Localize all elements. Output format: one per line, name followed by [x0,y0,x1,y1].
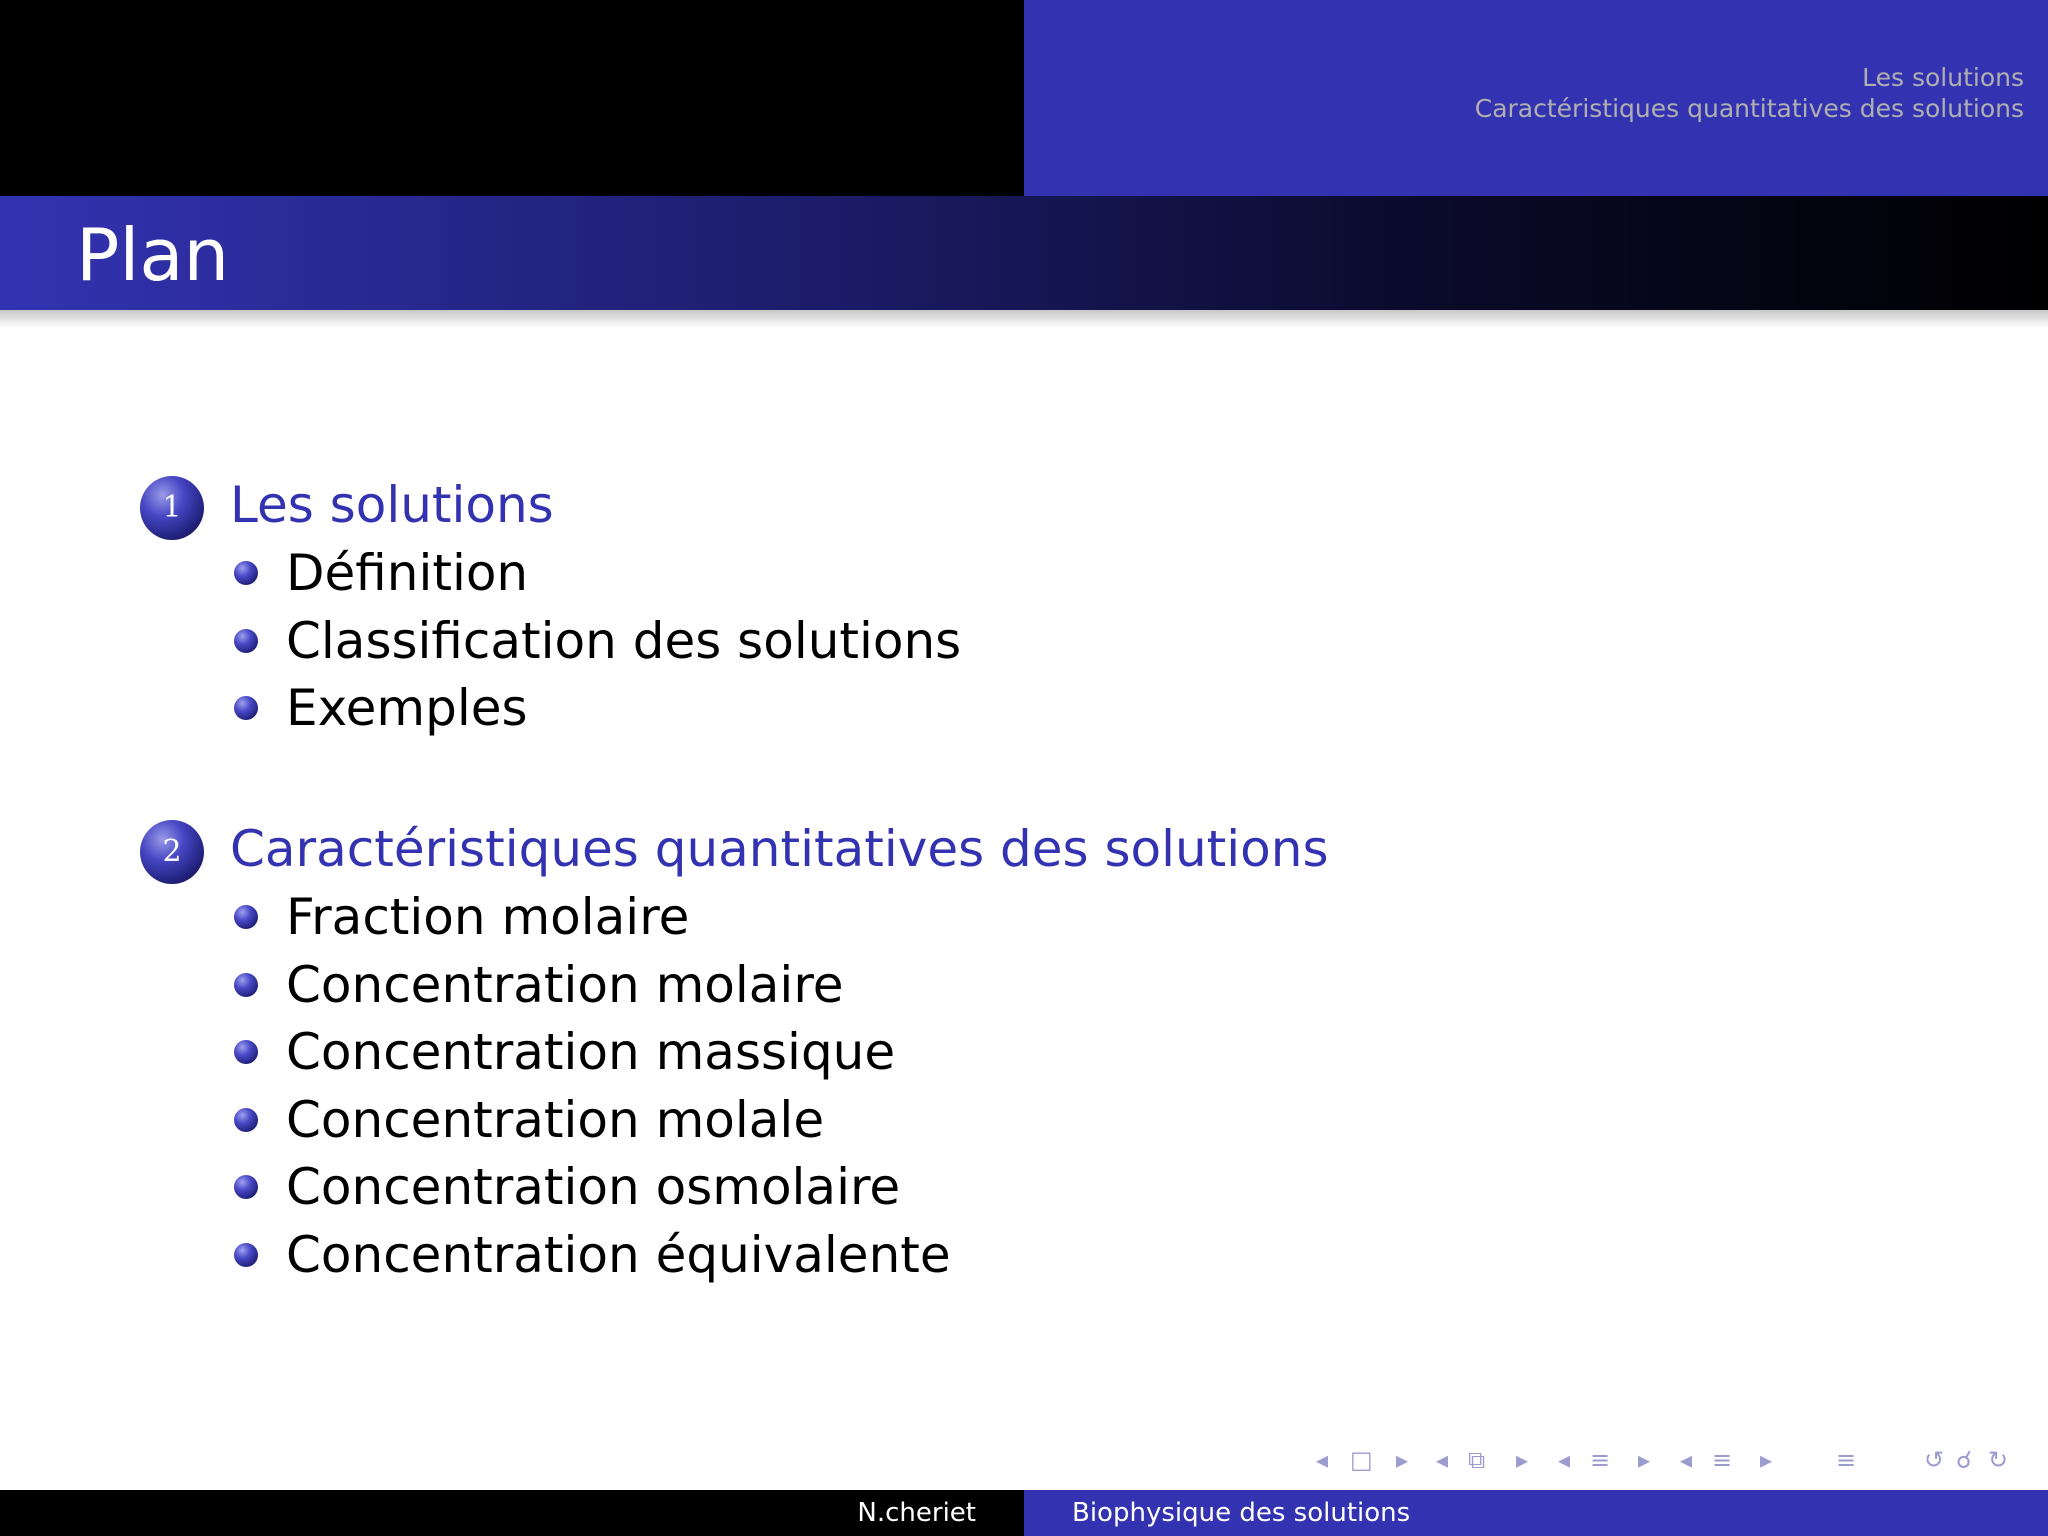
document-icon[interactable]: ≡ [1712,1446,1733,1474]
next-subsection-icon[interactable]: ▸ [1516,1446,1529,1474]
bullet-icon [234,696,258,720]
bullet-icon [234,1040,258,1064]
frame-title: Plan [76,213,230,297]
forward-icon[interactable]: ↻ [1988,1446,2009,1474]
back-icon[interactable]: ↺ [1924,1446,1945,1474]
bullet-icon [234,905,258,929]
subsection-icon[interactable]: ⧉ [1468,1446,1486,1474]
prev-section-icon[interactable]: ◂ [1558,1446,1571,1474]
section-icon[interactable]: ≡ [1590,1446,1611,1474]
bullet-icon [234,973,258,997]
search-icon[interactable]: ☌ [1956,1446,1973,1474]
header-left-band [0,0,1024,196]
subsection-title[interactable]: Concentration molaire [286,956,844,1014]
toc-icon[interactable]: ≡ [1836,1446,1857,1474]
subsection-title[interactable]: Concentration équivalente [286,1226,951,1284]
prev-subsection-icon[interactable]: ◂ [1436,1446,1449,1474]
subsection-title[interactable]: Définition [286,544,529,602]
section-title[interactable]: Caractéristiques quantitatives des solutions [230,820,1329,878]
section-navigation [1475,62,2024,124]
prev-frame-icon[interactable]: ◂ [1316,1446,1329,1474]
bullet-icon [234,629,258,653]
nav-section-link[interactable]: Caractéristiques quantitatives des solutions [1474,94,2024,123]
footer-author: N.cheriet [857,1498,976,1528]
subsection-title[interactable]: Exemples [286,679,528,737]
subsection-title[interactable]: Concentration massique [286,1023,896,1081]
subsection-title[interactable]: Concentration osmolaire [286,1158,901,1216]
nav-section-link[interactable]: Les solutions [1862,63,2024,92]
frame-icon[interactable]: □ [1350,1446,1373,1474]
bullet-icon [234,1243,258,1267]
navigation-symbols [1310,1442,2030,1478]
next-frame-icon[interactable]: ▸ [1396,1446,1409,1474]
bullet-icon [234,1175,258,1199]
bullet-icon [234,1108,258,1132]
next-section-icon[interactable]: ▸ [1638,1446,1651,1474]
section-number-ball: 2 [140,820,204,884]
bullet-icon [234,561,258,585]
subsection-title[interactable]: Fraction molaire [286,888,690,946]
footer-title: Biophysique des solutions [1072,1498,1411,1528]
section-number-ball: 1 [140,476,204,540]
title-bar-shadow [0,310,2048,328]
next-document-icon[interactable]: ▸ [1760,1446,1773,1474]
subsection-title[interactable]: Concentration molale [286,1091,825,1149]
subsection-title[interactable]: Classification des solutions [286,612,962,670]
title-bar [0,196,2048,310]
prev-document-icon[interactable]: ◂ [1680,1446,1693,1474]
section-title[interactable]: Les solutions [230,476,554,534]
